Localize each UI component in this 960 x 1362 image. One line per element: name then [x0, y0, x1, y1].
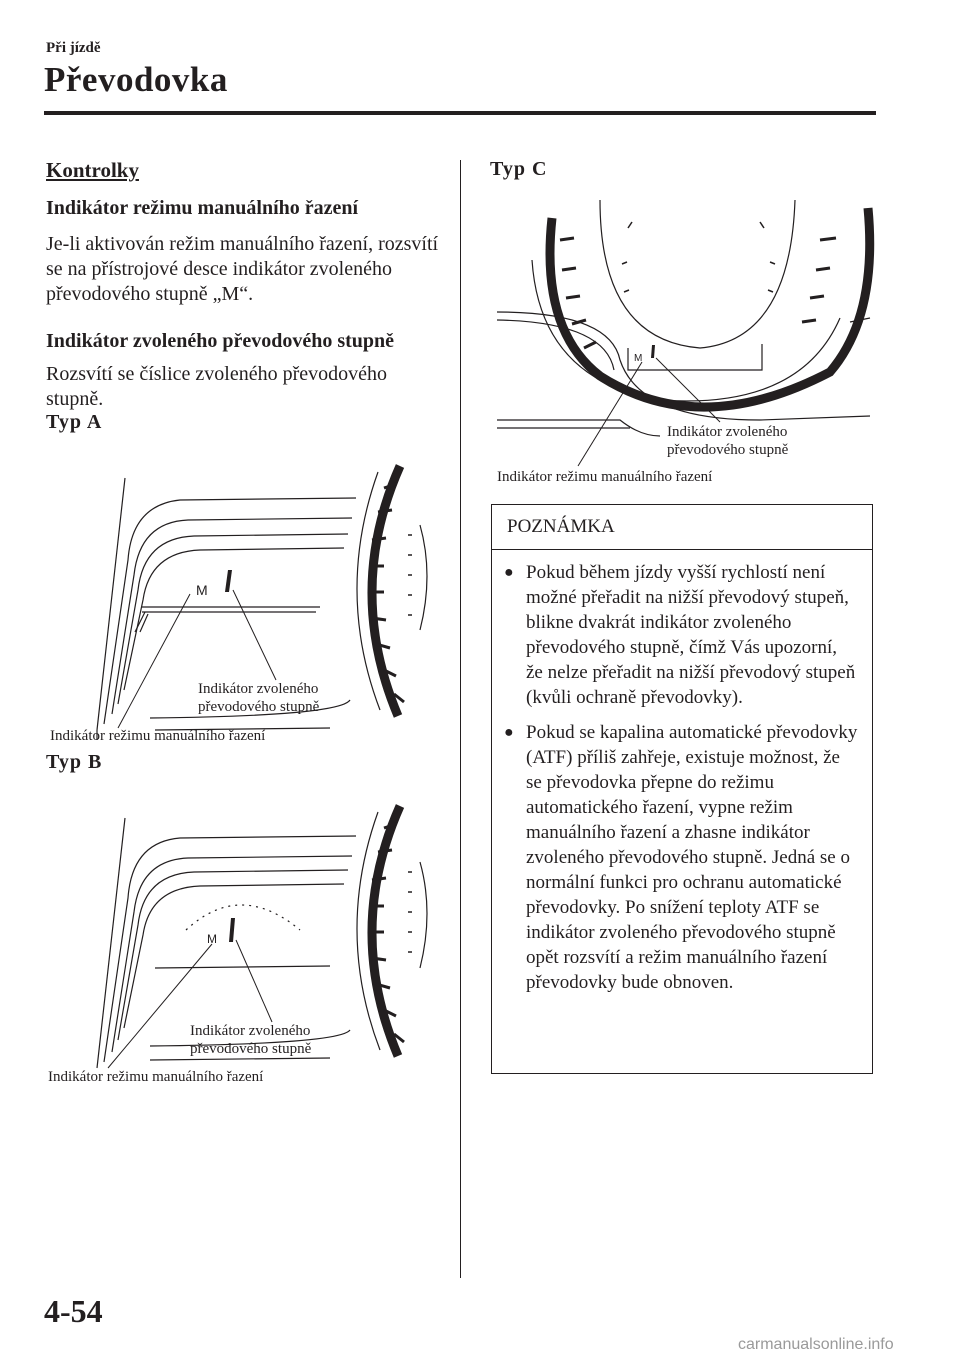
m-indicator-glyph-a: M: [196, 582, 208, 598]
subheading-manual-mode: Indikátor režimu manuálního řazení: [46, 197, 359, 219]
label-gear-line2: převodového stupně: [667, 442, 789, 458]
label-gear-line2: převodového stupně: [198, 699, 320, 715]
heading-kontrolky: Kontrolky: [46, 158, 139, 182]
label-gear-line2: převodového stupně: [190, 1041, 312, 1057]
bullet-icon: ●: [504, 564, 514, 581]
m-indicator-glyph-b: M: [207, 932, 217, 946]
page-number: 4-54: [44, 1293, 103, 1329]
label-gear-indicator-c: [667, 423, 788, 459]
paragraph-gear-indicator: Rozsvítí se číslice zvoleného převodového stupně.: [46, 363, 388, 410]
section-label: Při jízdě: [46, 40, 101, 56]
label-gear-line1: Indikátor zvoleného: [198, 681, 319, 697]
note-item-text: Pokud se kapalina automatické převodovky (ATF) příliš zahřeje, existuje možnost, že se převodovka přepne do režimu automatického řazení, vypne režim manuálního řazení a zhasne indikátor zvoleného převodového stupně. Jedná se o normální funkci pro ochranu automatické převodovky. Po snížení teploty ATF se indikátor zvoleného převodového stupně opět rozsvítí a režim manuálního řazení převodovky bude obnoven.: [526, 722, 858, 993]
paragraph-manual-mode: Je-li aktivován režim manuálního řazení, rozsvítí se na přístrojové desce indikátor zvoleného převodového stupně „M“.: [46, 233, 439, 305]
bullet-icon: ●: [504, 724, 514, 741]
note-list: [492, 550, 872, 995]
label-manual-indicator-a: Indikátor režimu manuálního řazení: [50, 728, 266, 744]
note-title: POZNÁMKA: [492, 505, 872, 550]
note-item-2: [504, 720, 858, 995]
label-typ-c: Typ C: [490, 158, 548, 180]
note-box: [491, 504, 873, 1074]
watermark: carmanualsonline.info: [738, 1336, 894, 1353]
note-item-text: Pokud během jízdy vyšší rychlostí není možné přeřadit na nižší převodový stupeň, blikne dvakrát indikátor zvoleného převodového stupně, čímž Vás upozorní, že nelze přeřadit na nižší převodový stupeň (kvůli ochraně převodovky).: [526, 562, 856, 708]
subheading-gear-indicator: Indikátor zvoleného převodového stupně: [46, 330, 395, 352]
label-gear-line1: Indikátor zvoleného: [190, 1023, 311, 1039]
label-manual-indicator-b: Indikátor režimu manuálního řazení: [48, 1069, 264, 1085]
note-item-1: [504, 560, 858, 710]
label-manual-indicator-c: Indikátor režimu manuálního řazení: [497, 469, 713, 485]
m-indicator-glyph-c: M: [634, 353, 643, 364]
label-typ-b: Typ B: [46, 751, 103, 773]
page-title: Převodovka: [44, 60, 228, 99]
label-typ-a: Typ A: [46, 411, 103, 433]
label-gear-line1: Indikátor zvoleného: [667, 424, 788, 440]
